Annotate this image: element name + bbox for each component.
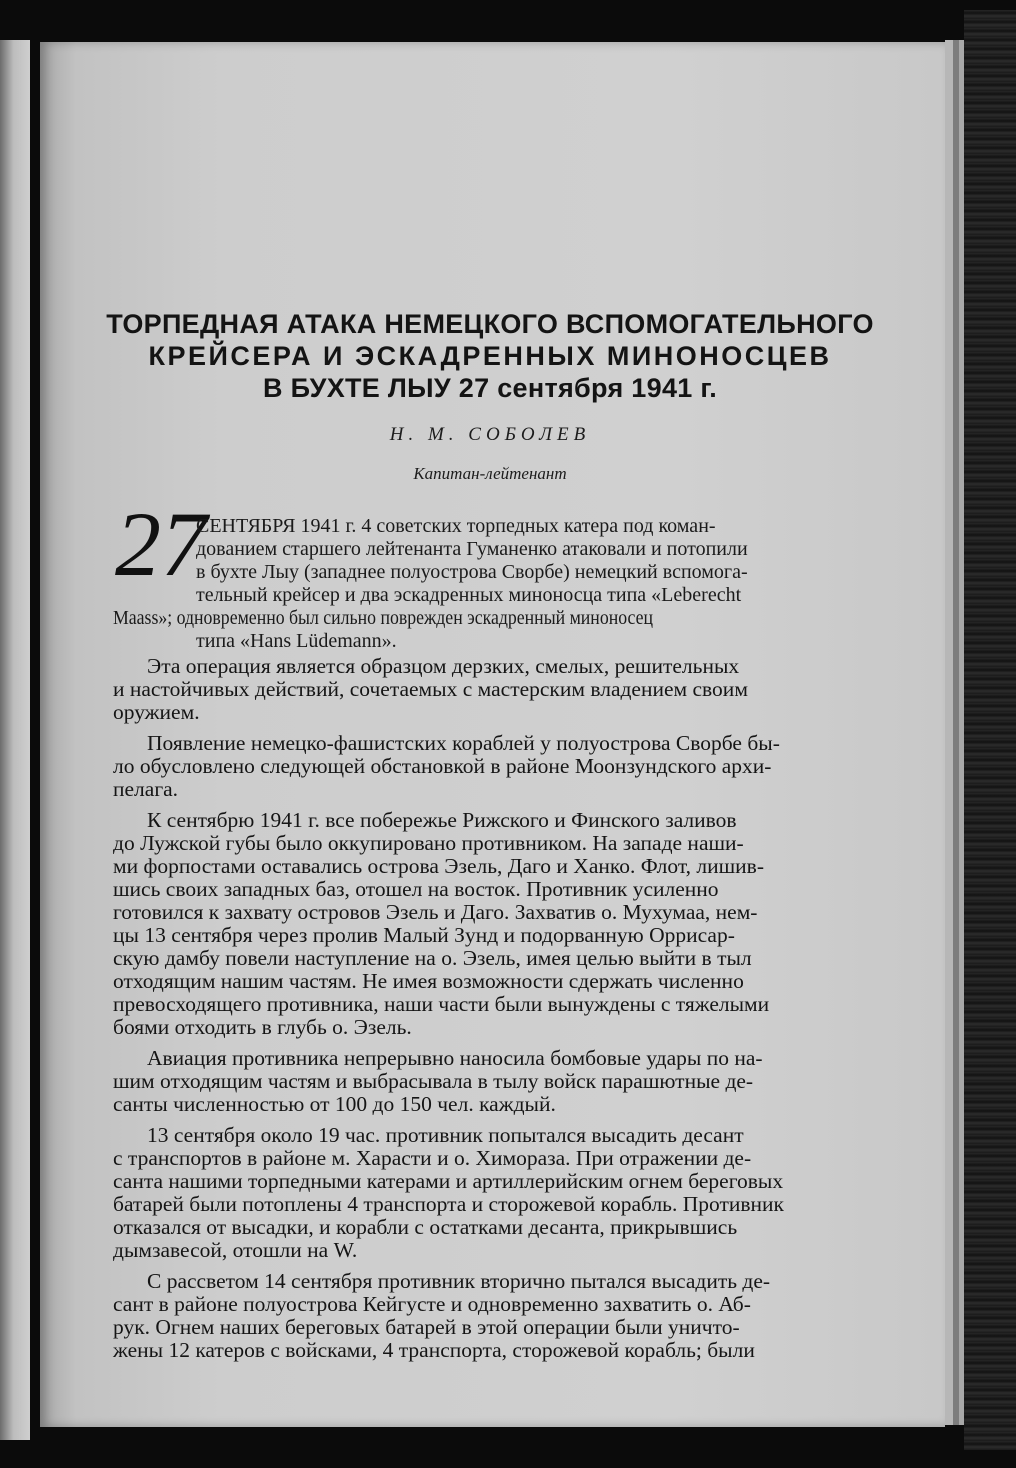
first-para-line: типа «Hans Lüdemann». (196, 630, 397, 652)
body-paragraph (113, 809, 856, 1039)
body-line: готовился к захвату островов Эзель и Даго. Захватив о. Мухумаа, нем- (113, 900, 758, 924)
body-line: оружием. (113, 700, 200, 724)
body-line: Появление немецко-фашистских кораблей у полуострова Сворбе бы- (147, 731, 780, 755)
author-name: Н. М. СОБОЛЕВ (389, 424, 591, 445)
first-para-line: СЕНТЯБРЯ 1941 г. 4 советских торпедных катера под коман- (196, 515, 716, 537)
first-para-line: в бухте Лыу (западнее полуострова Сворбе) немецкий вспомога- (196, 561, 748, 583)
body-line: ло обусловлено следующей обстановкой в районе Моонзундского архи- (113, 754, 772, 778)
body-paragraph (113, 655, 856, 724)
body-line: ми форпостами оставались острова Эзель, Даго и Ханко. Флот, лишив- (113, 854, 764, 878)
body-line: рук. Огнем наших береговых батарей в этой операции были уничто- (113, 1315, 740, 1339)
body-paragraph (113, 1270, 856, 1362)
body-paragraph (113, 1047, 856, 1116)
article-body (113, 655, 856, 1370)
first-para-line: дованием старшего лейтенанта Гуманенко атаковали и потопили (196, 538, 748, 560)
body-line: до Лужской губы было оккупировано противником. На западе наши- (113, 831, 744, 855)
body-line: Эта операция является образцом дерзких, смелых, решительных (147, 654, 740, 678)
body-line: боями отходить в глубь о. Эзель. (113, 1015, 412, 1039)
first-para-line: Maass»; одновременно был сильно поврежден эскадренный миноносец (113, 607, 654, 629)
title-line-2: КРЕЙСЕРА И ЭСКАДРЕННЫХ МИНОНОСЦЕВ (148, 341, 832, 371)
body-paragraph (113, 732, 856, 801)
body-line: шись своих западных баз, отошел на восток. Противник усиленно (113, 877, 719, 901)
body-line: и настойчивых действий, сочетаемых с мастерским владением своим (113, 677, 748, 701)
body-line: 13 сентября около 19 час. противник попытался высадить десант (147, 1123, 744, 1147)
body-line: санты численностью от 100 до 150 чел. каждый. (113, 1092, 556, 1116)
body-line: превосходящего противника, наши части были вынуждены с тяжелыми (113, 992, 770, 1016)
body-line: К сентябрю 1941 г. все побережье Рижского и Финского заливов (147, 808, 737, 832)
body-line: пелага. (113, 777, 179, 801)
book-cover (964, 10, 1016, 1450)
body-line: шим отходящим частям и выбрасывала в тылу войск парашютные де- (113, 1069, 754, 1093)
body-line: Авиация противника непрерывно наносила бомбовые удары по на- (147, 1046, 763, 1070)
title-line-1: ТОРПЕДНАЯ АТАКА НЕМЕЦКОГО ВСПОМОГАТЕЛЬНОГО (106, 309, 874, 339)
body-line: цы 13 сентября через пролив Малый Зунд и подорванную Оррисар- (113, 923, 735, 947)
body-line: С рассветом 14 сентября противник вторично пытался высадить де- (147, 1269, 771, 1293)
previous-page-edge (0, 40, 30, 1440)
body-paragraph (113, 1124, 856, 1262)
page-stack-edge (945, 40, 953, 1425)
body-line: отказался от высадки, и корабли с остатками десанта, прикрывшись (113, 1215, 738, 1239)
body-line: скую дамбу повели наступление на о. Эзель, имея целью выйти в тыл (113, 946, 752, 970)
drop-cap: 27 (115, 493, 207, 595)
author-rank: Капитан-лейтенант (413, 464, 567, 483)
body-line: отходящим нашим частям. Не имея возможности сдержать численно (113, 969, 744, 993)
body-line: санта нашими торпедными катерами и артиллерийским огнем береговых (113, 1169, 784, 1193)
body-line: батарей были потоплены 4 транспорта и сторожевой корабль. Противник (113, 1192, 784, 1216)
title-line-3: В БУХТЕ ЛЫУ 27 сентября 1941 г. (262, 373, 718, 403)
body-line: сант в районе полуострова Кейгусте и одновременно захватить о. Аб- (113, 1292, 751, 1316)
first-para-line: тельный крейсер и два эскадренных миноносца типа «Leberecht (196, 584, 742, 606)
body-line: жены 12 катеров с войсками, 4 транспорта, сторожевой корабль; были (113, 1338, 755, 1362)
body-line: с транспортов в районе м. Харасти и о. Химораза. При отражении де- (113, 1146, 752, 1170)
body-line: дымзавесой, отошли на W. (113, 1238, 358, 1262)
article-title (90, 308, 890, 404)
